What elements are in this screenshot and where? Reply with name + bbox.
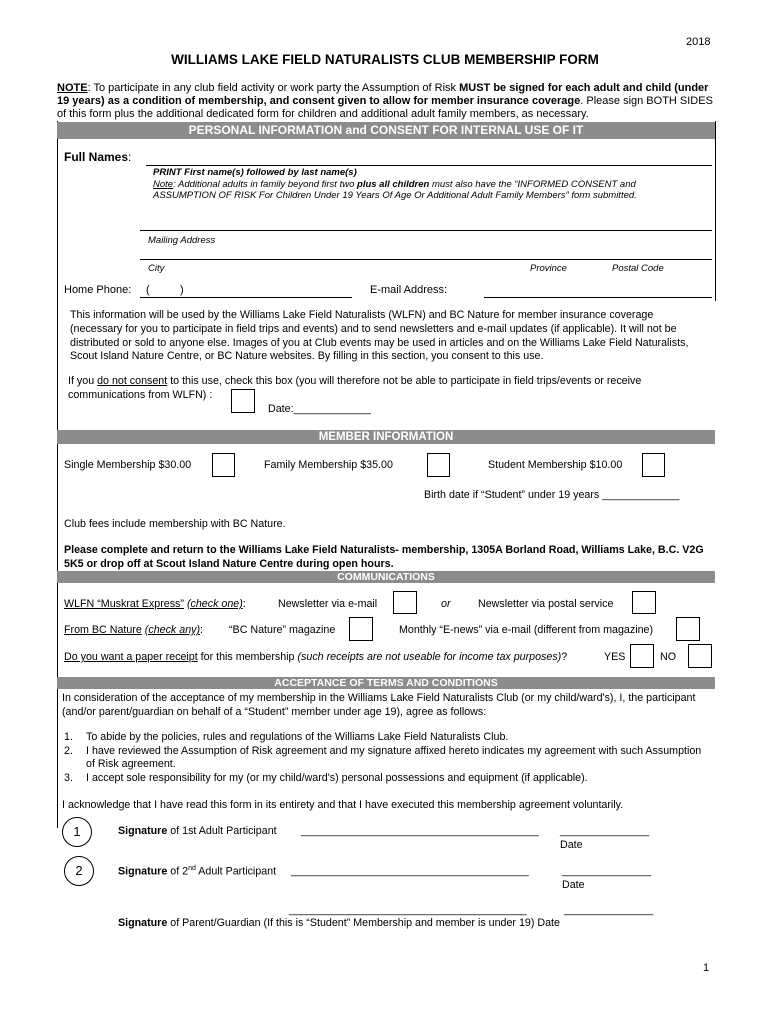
- signature-2-label: Signature of 2nd Adult Participant: [118, 865, 277, 878]
- province-label: Province: [530, 263, 567, 274]
- page-number: 1: [703, 962, 710, 974]
- terms-item-3: 3. I accept sole responsibility for my (or my child/ward's) personal possessions and equipment (if applicable).: [64, 771, 588, 784]
- signature-1-line[interactable]: ________________________________________: [301, 825, 539, 837]
- wlfn-label: WLFN “Muskrat Express” (check one):: [64, 598, 246, 610]
- mailing-address-field[interactable]: [140, 259, 712, 260]
- terms-list: [64, 731, 704, 785]
- note-bold: MUST be signed for each adult and child (under 19 years) as a condition of membership, and consent given to allow for member insurance coverage: [57, 82, 709, 107]
- newsletter-email-checkbox[interactable]: [393, 591, 417, 614]
- birth-date-field[interactable]: Birth date if “Student” under 19 years _____________: [424, 489, 680, 501]
- newsletter-postal-checkbox[interactable]: [632, 591, 656, 614]
- full-names-field[interactable]: [146, 165, 712, 166]
- full-names-label: Full Names:: [64, 150, 132, 164]
- receipt-yes-checkbox[interactable]: [630, 644, 654, 668]
- signature-2-line[interactable]: ________________________________________: [291, 865, 529, 877]
- no-consent-checkbox[interactable]: [231, 389, 255, 413]
- signature-3-date-line[interactable]: _______________: [564, 904, 654, 916]
- participant-1-circle: 1: [62, 817, 92, 847]
- home-phone-field[interactable]: [140, 284, 352, 298]
- communications-header: COMMUNICATIONS: [57, 571, 715, 583]
- terms-item-2: 2. I have reviewed the Assumption of Risk agreement and my signature affixed hereto indicates my agreement with such Assumption of Risk agreement.: [64, 744, 702, 770]
- signature-2-date-label: Date: [562, 879, 585, 891]
- home-phone-label: Home Phone:: [64, 284, 132, 296]
- student-membership-checkbox[interactable]: [642, 453, 665, 477]
- receipt-no-label: NO: [660, 651, 677, 663]
- family-membership-checkbox[interactable]: [427, 453, 450, 477]
- receipt-no-checkbox[interactable]: [688, 644, 712, 668]
- signature-1-date-line[interactable]: _______________: [560, 825, 650, 837]
- club-fees-note: Club fees include membership with BC Nature.: [64, 518, 286, 530]
- postal-code-label: Postal Code: [612, 263, 664, 274]
- email-label: E-mail Address:: [370, 284, 448, 296]
- or-label: or: [441, 598, 451, 610]
- newsletter-email-label: Newsletter via e-mail: [278, 598, 378, 610]
- email-field[interactable]: [484, 297, 712, 298]
- monthly-enews-checkbox[interactable]: [676, 617, 700, 641]
- acknowledgement: I acknowledge that I have read this form in its entirety and that I have executed this membership agreement voluntarily.: [62, 799, 624, 811]
- additional-adults-note: Note: Additional adults in family beyond first two plus all children must also have the “INFORMED CONSENT and ASSUMPTION OF RISK For Children Under 19 Years Of Age Or Additional Adult Family Members” form submitted.: [153, 179, 637, 201]
- signature-1-date-label: Date: [560, 839, 583, 851]
- form-title: WILLIAMS LAKE FIELD NATURALISTS CLUB MEMBERSHIP FORM: [171, 52, 599, 67]
- personal-info-header: PERSONAL INFORMATION and CONSENT FOR INTERNAL USE OF IT: [57, 122, 715, 139]
- bc-nature-magazine-label: “BC Nature” magazine: [229, 624, 336, 636]
- consent-text: If you do not consent to this use, check this box (you will therefore not be able to participate in field trips/events or receive communications from WLFN) :: [68, 375, 642, 401]
- section-border-left: [57, 121, 58, 828]
- signature-1-label: Signature of 1st Adult Participant: [118, 825, 277, 837]
- terms-item-1: 1. To abide by the policies, rules and regulations of the Williams Lake Field Naturalists Club.: [64, 731, 509, 743]
- signature-3-date-label: Date: [537, 917, 560, 929]
- section-border-right: [715, 121, 716, 301]
- note-text-2: . Please sign BOTH SIDES of this form plus the additional dedicated form for children and additional adult family members, as necessary.: [57, 95, 713, 120]
- bc-nature-label: From BC Nature (check any):: [64, 624, 204, 636]
- member-info-header: MEMBER INFORMATION: [57, 430, 715, 444]
- phone-paren-open: (: [146, 284, 150, 296]
- info-paragraph: This information will be used by the Williams Lake Field Naturalists (WLFN) and BC Nature for member insurance coverage (necessary for you to participate in field trips and events) and to send newsletters and e-mail updates (if applicable). It will not be distributed or sold to anyone else. Images of you at Club events may be used in articles and on the Williams Lake Field Naturalists, Scout Island Nature Centre, or BC Nature websites. By filling in this section, you consent to this use.: [70, 309, 689, 363]
- phone-paren-close: ): [180, 284, 184, 296]
- consent-date[interactable]: Date:_____________: [268, 403, 371, 415]
- receipt-yes-label: YES: [604, 651, 626, 663]
- newsletter-postal-label: Newsletter via postal service: [478, 598, 614, 610]
- print-hint: PRINT First name(s) followed by last name(s): [153, 167, 357, 178]
- single-membership-checkbox[interactable]: [212, 453, 235, 477]
- form-year: 2018: [686, 36, 711, 48]
- note-label: NOTE: [57, 82, 88, 94]
- return-instructions: Please complete and return to the Williams Lake Field Naturalists- membership, 1305A Borland Road, Williams Lake, B.C. V2G 5K5 or drop off at Scout Island Nature Centre during open hours.: [64, 544, 704, 570]
- paper-receipt-question: Do you want a paper receipt for this membership (such receipts are not useable for income tax purposes)?: [64, 651, 568, 663]
- family-membership-label: Family Membership $35.00: [264, 459, 393, 471]
- signature-2-date-line[interactable]: _______________: [562, 865, 652, 877]
- single-membership-label: Single Membership $30.00: [64, 459, 192, 471]
- signature-3-line[interactable]: ________________________________________: [289, 904, 527, 916]
- terms-header: ACCEPTANCE OF TERMS AND CONDITIONS: [57, 677, 715, 689]
- signature-3-label: Signature of Parent/Guardian (If this is “Student” Membership and member is under 19) Date: [118, 917, 560, 929]
- note-paragraph: [57, 82, 717, 121]
- student-membership-label: Student Membership $10.00: [488, 459, 623, 471]
- city-label: City: [148, 263, 165, 274]
- monthly-enews-label: Monthly “E-news” via e-mail (different from magazine): [399, 624, 654, 636]
- bc-nature-magazine-checkbox[interactable]: [349, 617, 373, 641]
- terms-intro: In consideration of the acceptance of my membership in the Williams Lake Field Naturalists Club (or my child/ward's), I, the participant (and/or parent/guardian on behalf of a “Student” member under age 19), agree as follows:: [62, 692, 696, 718]
- note-text-1: : To participate in any club field activity or work party the Assumption of Risk: [87, 82, 460, 94]
- mailing-address-label: Mailing Address: [148, 235, 216, 246]
- participant-2-circle: 2: [64, 856, 94, 886]
- full-names-field-2[interactable]: [140, 230, 712, 231]
